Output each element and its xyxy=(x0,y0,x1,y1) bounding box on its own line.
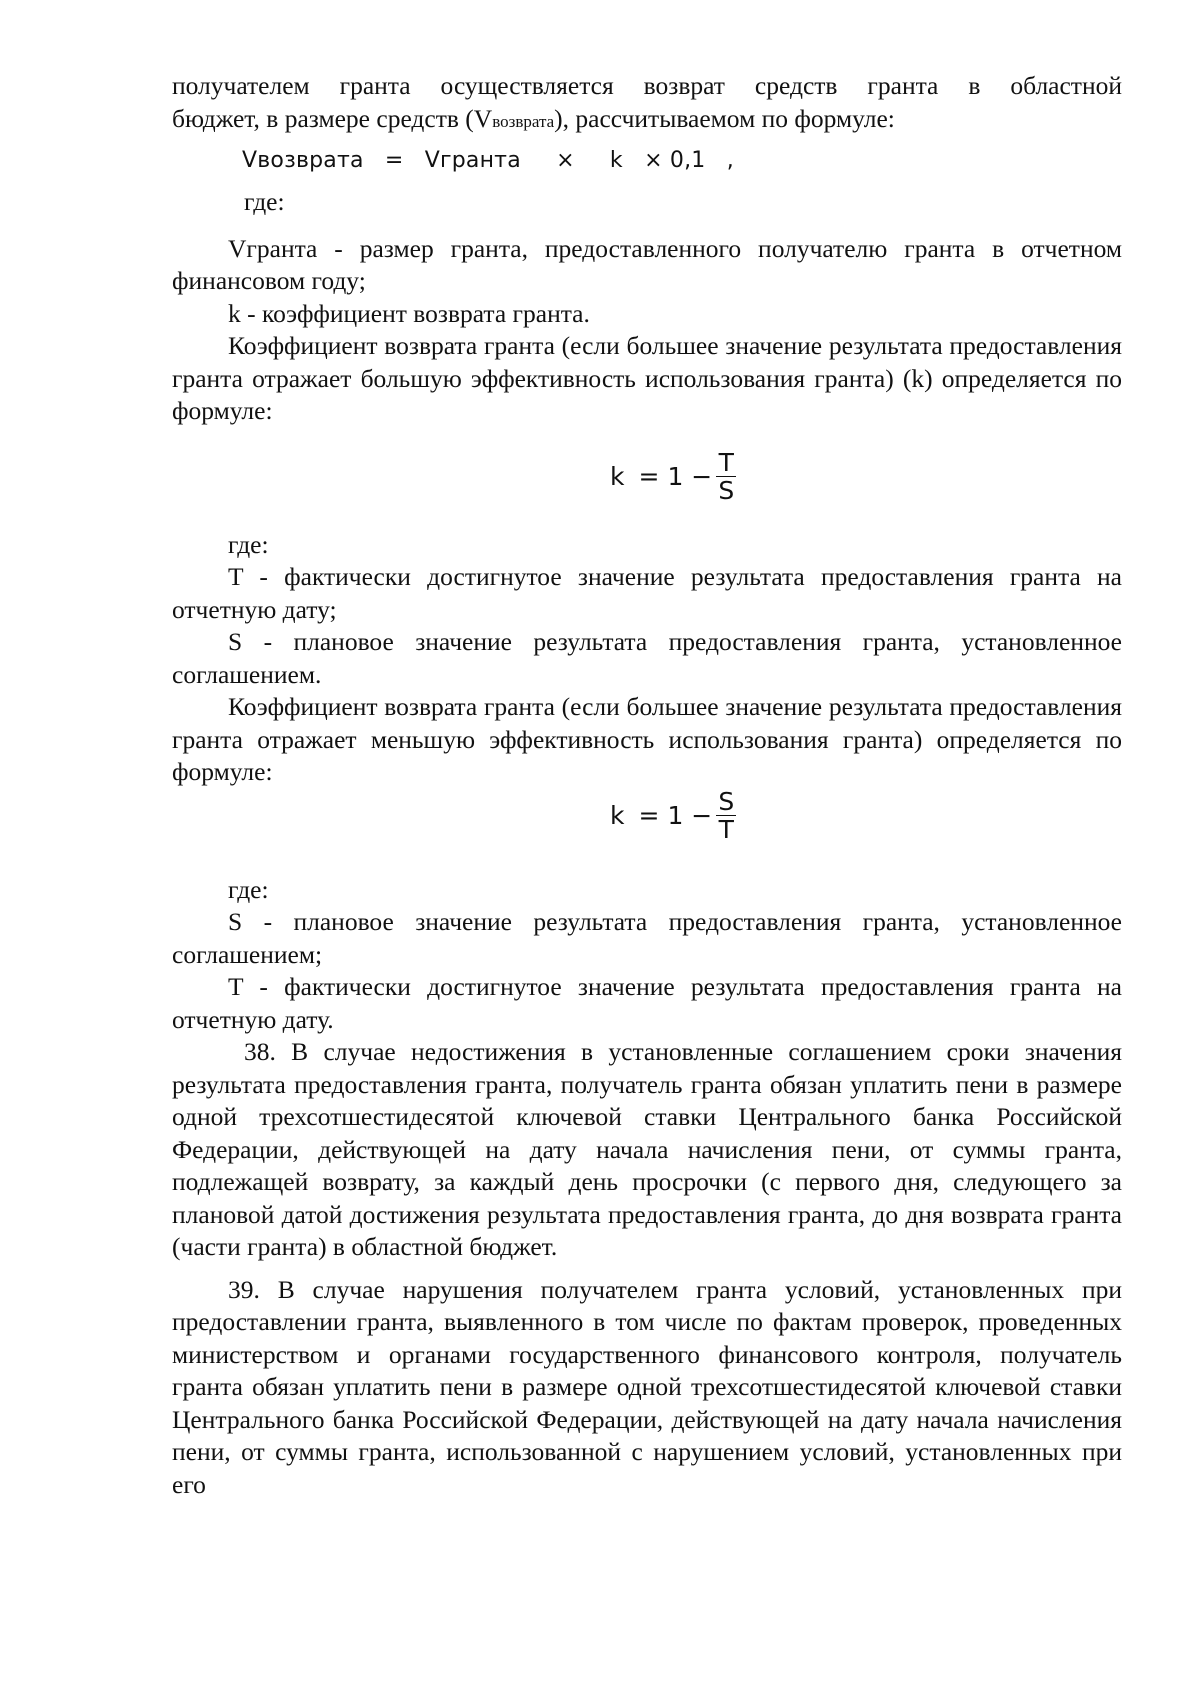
paragraph-intro-line1: получателем гранта осуществляется возврат средств гранта в областной xyxy=(172,71,1122,100)
definition-t-1: T - фактически достигнутое значение результата предоставления гранта на отчетную дату; xyxy=(172,562,1122,624)
definition-s-2: S - плановое значение результата предоставления гранта, установленное соглашением; xyxy=(172,907,1122,969)
formula-return-amount: Vвозврата = Vгранта × k × 0,1 , xyxy=(242,148,734,173)
where-label-3: где: xyxy=(228,874,269,904)
formula-k-s-over-t: k = 1 − $\frac{S}{T}$ xyxy=(610,789,1122,844)
paragraph-38: 38. В случае недостижения в установленные соглашением сроки значения результата предоставления гранта, получатель гранта обязан уплатить пени в размере одной трехсотшестидесятой ключевой ставки Центрального банка Российской Федерации, действующей на дату начала начисления пени, от суммы гранта, подлежащей возврату, за каждый день просрочки (с первого дня, следующего за плановой датой достижения результата предоставления гранта, до дня возврата гранта (части гранта) в областной бюджет. xyxy=(172,1037,1122,1261)
where-label-2: где: xyxy=(228,529,269,559)
definition-t-2: T - фактически достигнутое значение результата предоставления гранта на отчетную дату. xyxy=(172,972,1122,1034)
document-body xyxy=(172,70,1122,1501)
paragraph-39: 39. В случае нарушения получателем гранта условий, установленных при предоставлении гранта, выявленного в том числе по фактам проверок, проведенных министерством и органами государственного финансового контроля, получатель гранта обязан уплатить пени в размере одной трехсотшестидесятой ключевой ставки Центрального банка Российской Федерации, действующей на дату начала начисления пени, от суммы гранта, использованной с нарушением условий, установленных при его xyxy=(172,1274,1122,1499)
definition-vgranta: Vгранта - размер гранта, предоставленного получателю гранта в отчетном финансовом году; xyxy=(172,233,1122,295)
fraction-s-over-t: $\frac{S}{T}$ xyxy=(716,789,736,844)
fraction-t-over-s: $\frac{T}{S}$ xyxy=(716,450,736,505)
where-label-1: где: xyxy=(244,187,285,216)
coefficient-paragraph-1: Коэффициент возврата гранта (если большее значение результата предоставления гранта отражает большую эффективность использования гранта) (k) определяется по формуле: xyxy=(172,331,1122,425)
coefficient-paragraph-2: Коэффициент возврата гранта (если большее значение результата предоставления гранта отражает меньшую эффективность использования гранта) определяется по формуле: xyxy=(172,692,1122,786)
subscript-vozvrata: возврата xyxy=(492,111,555,131)
definition-s-1: S - плановое значение результата предоставления гранта, установленное соглашением. xyxy=(172,627,1122,689)
paragraph-intro-line2: бюджет, в размере средств (Vвозврата), рассчитываемом по формуле: xyxy=(172,103,895,133)
definition-k: k - коэффициент возврата гранта. xyxy=(228,298,590,328)
formula-k-t-over-s: k = 1 − $\frac{T}{S}$ xyxy=(610,450,1122,505)
